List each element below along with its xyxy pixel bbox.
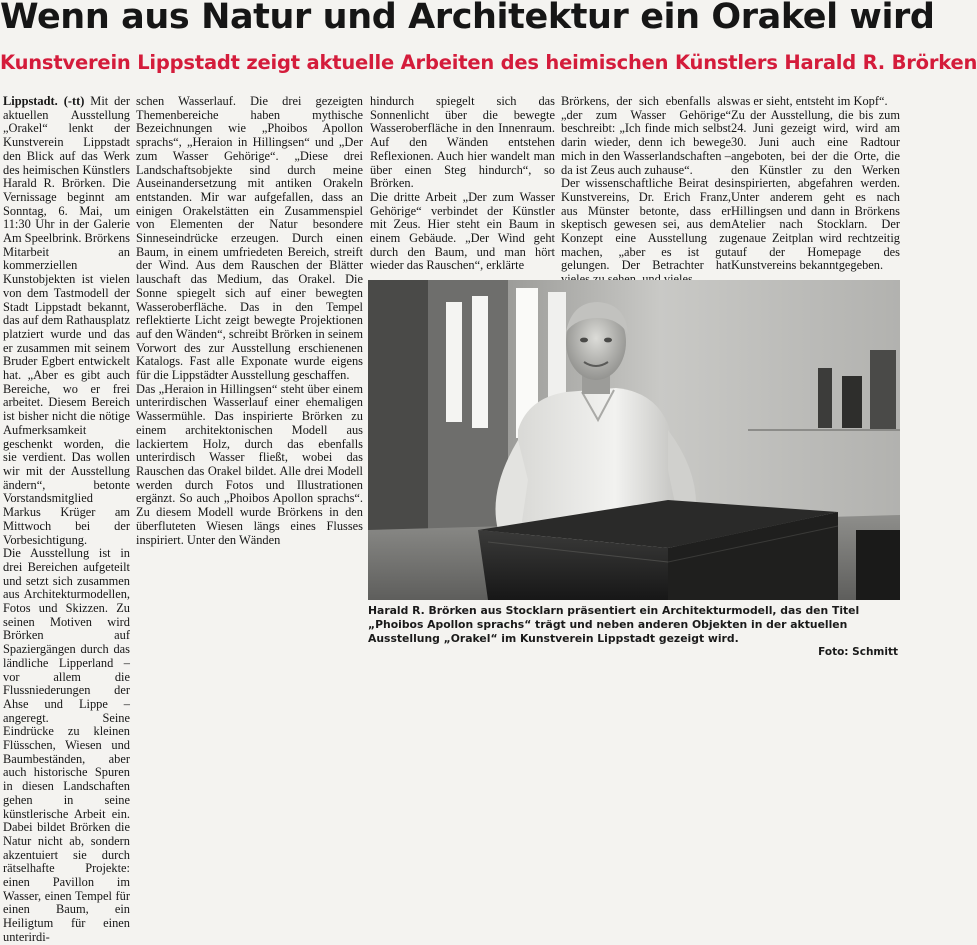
article-column-3: [370, 95, 555, 275]
paragraph: was er sieht, entsteht im Kopf“.: [731, 94, 888, 108]
paragraph: Der wissenschaftliche Beirat des Kunstvereins, Dr. Erich Franz, aus Münster betonte, dass er skeptisch gewesen sei, aus dem Konzept eine Ausstellung zu machen, „aber es ist gut gelungen. Der Betrachter hat: [561, 176, 731, 273]
paragraph: Brörkens, der sich ebenfalls als „der zum Wasser Gehörige“ beschreibt: „Ich finde mich selbst darin wieder, denn ich bewege mich in den Wasserlandschaften – da ist Zeus auch zuhause“.: [561, 94, 731, 177]
photo-caption: Harald R. Brörken aus Stocklarn präsentiert ein Architekturmodell, das den Titel „Phoibos Apollon sprachs“ trägt und neben anderen Objekten in der aktuellen Ausstellung „Orakel“ im Kunstverein Lippstadt gezeigt wird.: [368, 604, 860, 645]
paragraph: Die dritte Arbeit „Der zum Wasser Gehörige“ verbindet der Künstler mit Zeus. Hier steht ein Baum in einem Gebäude. „Der Wind geht durch den Baum, und man hört wieder das Rauschen“, erklärte: [370, 189, 555, 273]
paragraph: hindurch spiegelt sich das Sonnenlicht über die bewegte Wasseroberfläche in den Innenraum. Auf den Wänden entstehen Reflexionen. Auch hier wandelt man über einen Steg hindurch“, so Brörken.: [370, 94, 555, 191]
subheadline: Kunstverein Lippstadt zeigt aktuelle Arbeiten des heimischen Künstlers Harald R. Brörken: [0, 51, 977, 74]
paragraph: Das „Heraion in Hillingsen“ steht über einem unterirdischen Wasserlauf einer ehemaligen Wassermühle. Das inspirierte Brörken zu einem architektonischen Modell aus lackiertem Holz, durch das ebenfalls unterirdisch Wasser fließt, wobei das Rauschen das Orakel bildet. Alle drei Modell werden durch Fotos und Illustrationen ergänzt. So auch „Phoibos Apollon sprachs“. Zu diesem Modell wurde Brörkens in den überfluteten Wiesen längs eines Flusses inspiriert. Unter den Wänden: [136, 381, 363, 547]
article-column-5: [731, 95, 900, 275]
headline: Wenn aus Natur und Architektur ein Orakel wird: [0, 0, 935, 37]
article-photo: [368, 280, 900, 600]
paragraph-text: Mit der aktuellen Ausstellung „Orakel“ lenkt der Kunstverein Lippstadt den Blick auf das Werk des heimischen Künstlers Harald R. Brörken. Die Vernissage beginnt am Sonntag, 6. Mai, um 11:30 Uhr in der Galerie Am Speelbrink. Brörkens Mitarbeit an kommerziellen Kunstobjekten ist vielen von dem Tastmodell der Stadt Lippstadt bekannt, das auf dem Rathausplatz platziert wurde und das er zusammen mit seinem Bruder Egbert entwickelt hat. „Aber es gibt auch Bereiche, wo er frei arbeitet. Diesem Bereich ist bisher nicht die nötige Aufmerksamkeit geschenkt worden, die sie verdient. Das wollen wir mit der Ausstellung ändern“, betonte Vorstandsmitglied Markus Krüger am Mittwoch bei der Vorbesichtigung.: [3, 94, 130, 547]
photo-credit: Foto: Schmitt: [818, 646, 898, 658]
paragraph: Die Ausstellung ist in drei Bereichen aufgeteilt und setzt sich zusammen aus Architekturmodellen, Fotos und Skizzen. Zu seinen Motiven wird Brörken auf Spaziergängen durch das ländliche Lipperland – vor allem die Flussniederungen der Ahse und Lippe – angeregt. Seine Eindrücke zu kleinen Flüsschen, Wiesen und Baumbeständen, aber auch historische Spuren in diesen Landschaften gehen in seine künstlerische Arbeit ein. Dabei bildet Brörken die Natur nicht ab, sondern akzentuiert sie durch rätselhafte Projekte: einen Pavillon im Wasser, einen Tempel für einen Baum, ein Heiligtum für einen unterirdi-: [3, 546, 130, 944]
article-column-4: [561, 95, 731, 275]
paragraph: Zu der Ausstellung, die bis zum 24. Juni gezeigt wird, wird am 30. Juni auch eine Radtour angeboten, bei der die Orte, die den Künstler zu den Werken inspirierten, abgefahren werden. Unter anderem geht es nach Hillingsen und dann in Brörkens Atelier nach Stocklarn. Der genaue Zeitplan wird rechtzeitig auf der Homepage des Kunstvereins bekanntgegeben.: [731, 107, 900, 273]
article-column-1: [3, 94, 130, 944]
dateline: Lippstadt. (-tt): [3, 94, 85, 108]
paragraph: schen Wasserlauf. Die drei gezeigten Themenbereiche haben mythische Bezeichnungen wie „Phoibos Apollon sprachs“, „Heraion in Hillingsen“ und „Der zum Wasser Gehörige“. „Diese drei Landschaftsobjekte sind durch meine Auseinandersetzung mit antiken Orakeln entstanden. Mir war aufgefallen, dass an einigen Orakelstätten ein Zusammenspiel von Elementen der Natur besondere Sinneseindrücke erzeugen. Durch einen Baum, in einem umfriedeten Bereich, streift der Wind. Aus dem Rauschen der Blätter lauschaft das Medium, das Orakel. Die Sonne spiegelt sich auf einer bewegten Wasseroberfläche. Das in den Tempel reflektierte Licht zeigt bewegte Projektionen auf den Wänden“, schreibt Brörken in seinem Vorwort des zur Ausstellung erschienenen Katalogs. Fast alle Exponate wurde eigens für die Lippstädter Ausstellung geschaffen.: [136, 94, 363, 383]
photo-illustration: [368, 280, 900, 600]
paragraph: [3, 95, 130, 547]
article-column-2: [136, 95, 363, 661]
